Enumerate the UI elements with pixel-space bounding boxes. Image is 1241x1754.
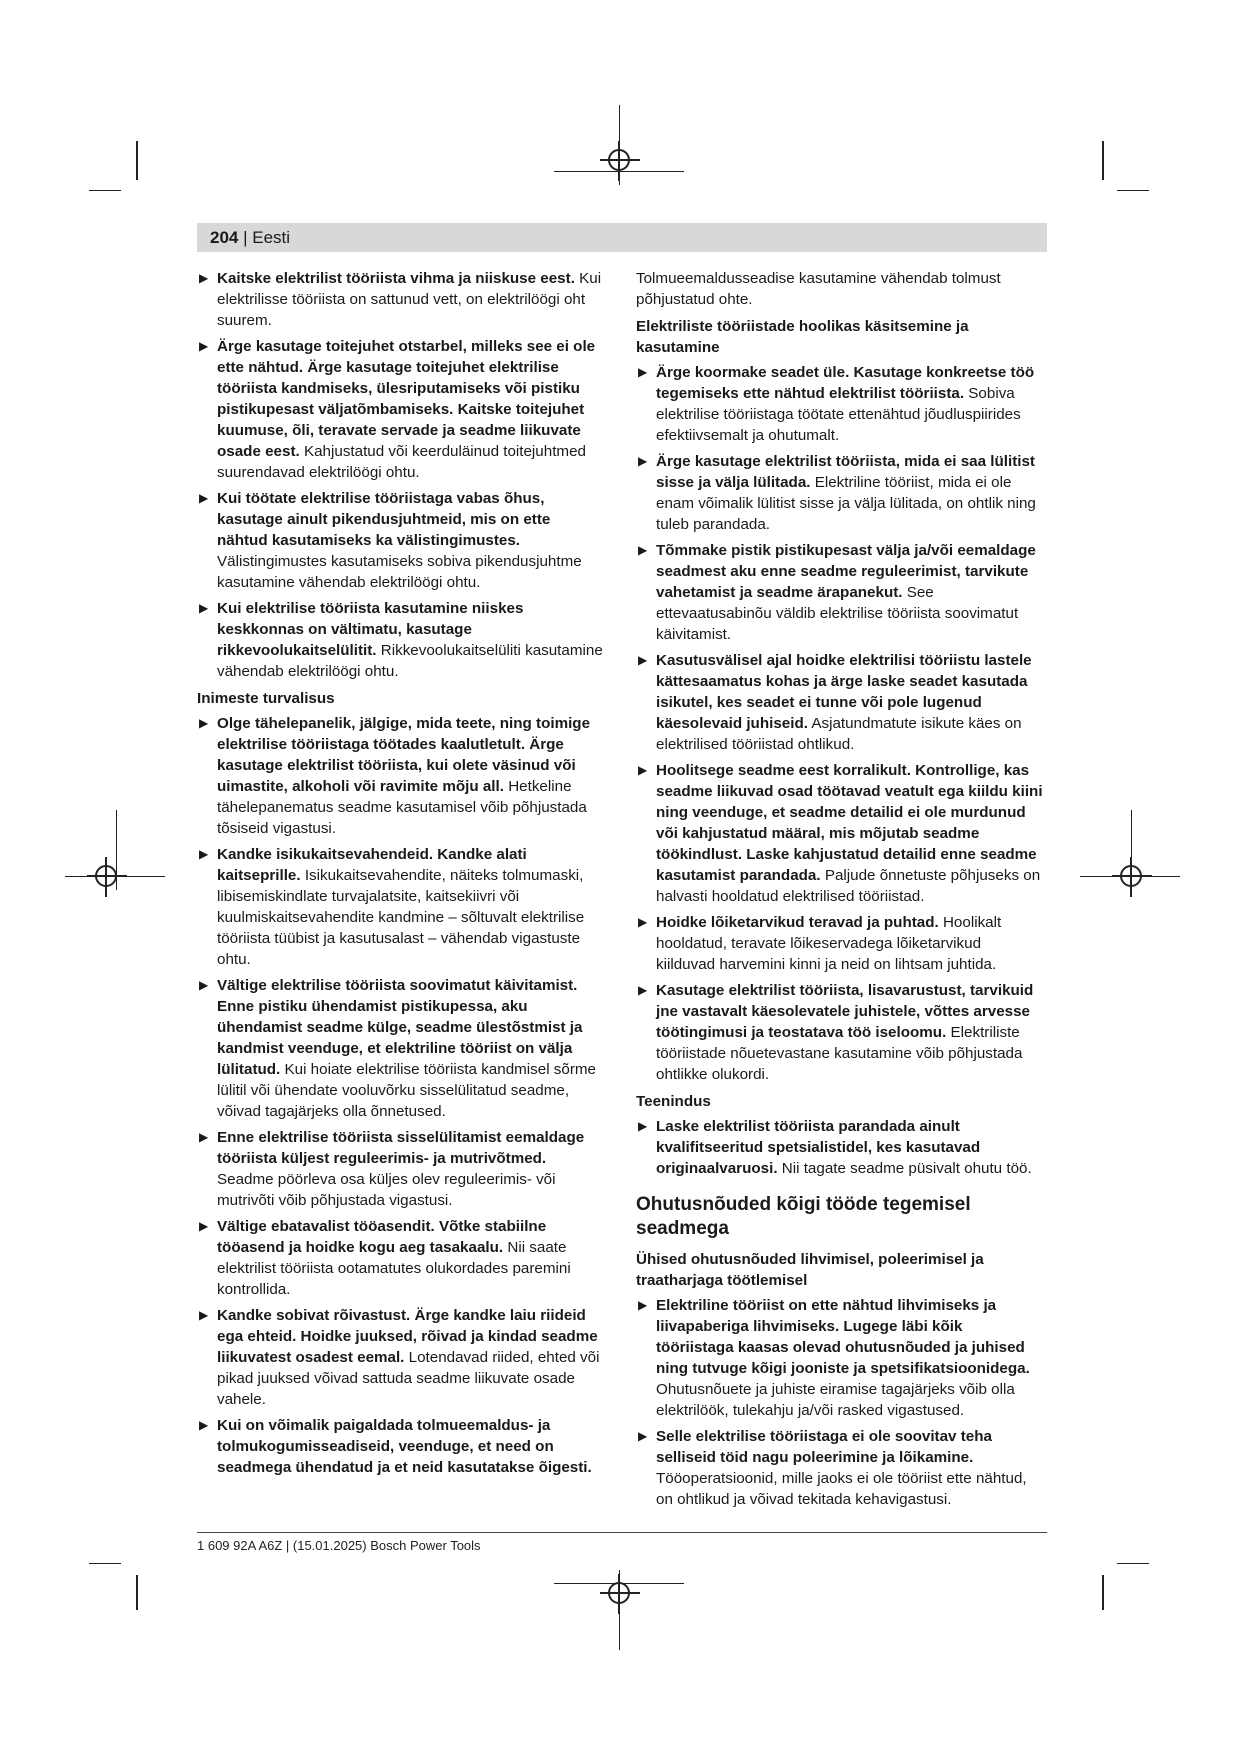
left-items-1	[197, 268, 605, 682]
registration-crosshair-icon	[608, 149, 630, 171]
bullet-explanation: Kahjustatud või keerduläinud toitejuhtmed suurendavad elektrilöögi ohtu.	[217, 443, 586, 481]
right-items-3	[636, 1295, 1044, 1510]
bullet-arrow-icon: ▶	[638, 454, 648, 468]
registration-crosshair-icon	[1120, 865, 1142, 887]
bullet-arrow-icon: ▶	[199, 491, 209, 505]
bullet-explanation: Elektriline tööriist, mida ei ole enam võimalik lülitist sisse ja välja lülitada, on ohtlik ning tuleb parandada.	[656, 474, 1036, 533]
bullet-explanation: Ohutusnõuete ja juhiste eiramise tagajärjeks võib olla elektrilöök, tulekahju ja/või rasked vigastused.	[656, 1381, 1015, 1419]
section-title: Ohutusnõuded kõigi tööde tegemisel seadmega	[636, 1194, 971, 1239]
bullet-explanation: Rikkevoolukaitselüliti kasutamine vähendab elektrilöögi ohtu.	[217, 642, 603, 680]
bullet-arrow-icon: ▶	[199, 601, 209, 615]
bullet-instruction: Elektriline tööriist on ette nähtud lihvimiseks ja liivapaberiga lihvimiseks. Lugege läbi kõik tööriistaga kaasas olevad ohutusnõuded ja juhised ning tutvuge kõigi jooniste ja spetsifikatsioonidega.	[656, 1297, 1030, 1377]
bullet-explanation: Elektriliste tööriistade nõuetevastane kasutamine võib põhjustada ohtlikke olukordi.	[656, 1024, 1023, 1083]
bullet-instruction: Kasutusvälisel ajal hoidke elektrilisi tööriistu lastele kättesaamatus kohas ja ärge laske seadet kasutada isikutel, kes seadet ei tunne või pole lugenud käesolevaid juhiseid.	[656, 652, 1032, 732]
registration-crosshair-icon	[95, 865, 117, 887]
crop-mark-tr-v	[1102, 141, 1104, 180]
footer-text: 1 609 92A A6Z | (15.01.2025) Bosch Power Tools	[197, 1538, 481, 1553]
crop-mark-bl-h	[89, 1563, 121, 1564]
bullet-explanation: See ettevaatusabinõu väldib elektrilise tööriista soovimatut käivitamist.	[656, 584, 1019, 643]
crop-mark-tl-v	[136, 141, 138, 180]
bullet-instruction: Ärge kasutage toitejuhet otstarbel, milleks see ei ole ette nähtud. Ärge kasutage toitejuhet elektrilise tööriista kandmiseks, ülesriputamiseks või pistiku pistikupesast väljatõmbamiseks. Kaitske toitejuhet kuumuse, õli, teravate servade ja seadme liikuvate osade eest.	[217, 338, 596, 460]
crop-mark-tr-h	[1117, 190, 1149, 191]
bullet-instruction: Kui on võimalik paigaldada tolmueemaldus- ja tolmukogumisseadiseid, veenduge, et need on seadmega ühendatud ja et neid kasutatakse õigesti.	[217, 1417, 592, 1476]
crop-mark-tl-h	[89, 190, 121, 191]
bullet-instruction: Enne elektrilise tööriista sisselülitamist eemaldage tööriista küljest reguleerimis- ja mutrivõtmed.	[217, 1129, 585, 1167]
bullet-item	[636, 1295, 1044, 1421]
header-bar	[197, 223, 1047, 252]
bullet-arrow-icon: ▶	[638, 653, 648, 667]
bullet-arrow-icon: ▶	[199, 1130, 209, 1144]
bullet-arrow-icon: ▶	[199, 1308, 209, 1322]
bullet-instruction: Laske elektrilist tööriista parandada ainult kvalifitseeritud spetsialistidel, kes kasutavad originaalvaruosi.	[656, 1118, 981, 1177]
bullet-explanation: Sobiva elektrilise tööriistaga töötate ettenähtud jõudluspiirides efektiivsemalt ja ohutumalt.	[656, 385, 1021, 444]
left-items-2	[197, 713, 605, 1478]
bullet-explanation: Nii tagate seadme püsivalt ohutu töö.	[781, 1160, 1032, 1177]
header-language: Eesti	[252, 228, 291, 247]
bullet-item	[197, 268, 605, 331]
bullet-item	[197, 1127, 605, 1211]
bullet-instruction: Kui töötate elektrilise tööriistaga vabas õhus, kasutage ainult pikendusjuhtmeid, mis on ette nähtud kasutamiseks ka välistingimustes.	[217, 490, 551, 549]
page-header	[210, 228, 290, 248]
bullet-arrow-icon: ▶	[199, 271, 209, 285]
bullet-instruction: Kasutage elektrilist tööriista, lisavarustust, tarvikuid jne vastavalt käesolevatele juhistele, võttes arvesse töötingimusi ja teostatava töö iseloomu.	[656, 982, 1034, 1041]
crop-mark-br-h	[1117, 1563, 1149, 1564]
bullet-arrow-icon: ▶	[199, 1219, 209, 1233]
bullet-arrow-icon: ▶	[199, 1418, 209, 1432]
bullet-instruction: Selle elektrilise tööriistaga ei ole soovitav teha selliseid töid nagu poleerimine ja lõikamine.	[656, 1428, 992, 1466]
right-items-2	[636, 1116, 1044, 1179]
bullet-arrow-icon: ▶	[638, 915, 648, 929]
bullet-arrow-icon: ▶	[199, 978, 209, 992]
bullet-instruction: Kaitske elektrilist tööriista vihma ja niiskuse eest.	[217, 270, 575, 287]
bullet-item	[636, 451, 1044, 535]
bullet-arrow-icon: ▶	[638, 763, 648, 777]
bullet-item	[197, 1305, 605, 1410]
bullet-explanation: Kui hoiate elektrilise tööriista kandmisel sõrme lülitil või ühendate vooluvõrku sisselülitatud seadme, võivad tagajärjeks olla õnnetused.	[217, 1061, 596, 1120]
subheading-personal-safety: Inimeste turvalisus	[197, 690, 335, 707]
crop-mark-br-v	[1102, 1575, 1104, 1610]
bullet-item	[636, 362, 1044, 446]
registration-crosshair-icon	[608, 1582, 630, 1604]
bullet-item	[197, 336, 605, 483]
bullet-explanation: Välistingimustes kasutamiseks sobiva pikendusjuhtme kasutamine vähendab elektrilöögi ohtu.	[217, 553, 582, 591]
bullet-item	[636, 1116, 1044, 1179]
bullet-explanation: Asjatundmatute isikute käes on elektrilised tööriistad ohtlikud.	[656, 715, 1022, 753]
bullet-instruction: Kandke isikukaitsevahendeid. Kandke alati kaitseprille.	[217, 846, 527, 884]
bullet-explanation: Hoolikalt hooldatud, teravate lõikeservadega lõiketarvikud kiilduvad harvemini kinni ja neid on lihtsam juhtida.	[656, 914, 1002, 973]
bullet-explanation: Nii saate elektrilist tööriista ootamatutes olukordades paremini kontrollida.	[217, 1239, 571, 1298]
bullet-arrow-icon: ▶	[199, 716, 209, 730]
bullet-instruction: Olge tähelepanelik, jälgige, mida teete, ning toimige elektrilise tööriistaga töötades kaalutletult. Ärge kasutage elektrilist tööriista, kui olete väsinud või uimastite, alkoholi või ravimite mõju all.	[217, 715, 591, 795]
bullet-item	[636, 1426, 1044, 1510]
left-column	[197, 268, 605, 1483]
bullet-arrow-icon: ▶	[199, 847, 209, 861]
subheading-service: Teenindus	[636, 1093, 711, 1110]
bullet-item	[197, 1216, 605, 1300]
right-items-1	[636, 362, 1044, 1085]
bullet-arrow-icon: ▶	[638, 1119, 648, 1133]
bullet-instruction: Kandke sobivat rõivastust. Ärge kandke laiu riideid ega ehteid. Hoidke juuksed, rõivad ja kindad seadme liikuvatest osadest eemal.	[217, 1307, 598, 1366]
right-column	[636, 268, 1044, 1515]
bullet-instruction: Vältige ebatavalist tööasendit. Võtke stabiilne tööasend ja hoidke kogu aeg tasakaalu.	[217, 1218, 547, 1256]
bullet-explanation: Isikukaitsevahendite, näiteks tolmumaski, libisemiskindlate turvajalatsite, kaitsekiivri või kuulmiskaitsevahendite kandmine – sõltuvalt elektrilise tööriista tüübist ja kasutusalast – vähendab vigastuste ohtu.	[217, 867, 585, 968]
header-separator: |	[243, 228, 248, 247]
bullet-explanation: Tööoperatsioonid, mille jaoks ei ole tööriist ette nähtud, on ohtlikud ja võivad tekitada kehavigastusi.	[656, 1470, 1027, 1508]
bullet-instruction: Vältige elektrilise tööriista soovimatut käivitamist. Enne pistiku ühendamist pistikupessa, aku ühendamist seadme külge, seadme ülestõstmist ja kandmist veenduge, et elektriline tööriist on välja lülitatud.	[217, 977, 583, 1078]
bullet-instruction: Hoolitsege seadme eest korralikult. Kontrollige, kas seadme liikuvad osad töötavad veatult ega kiildu kiini ning veenduge, et seadme detailid ei ole murdunud või kahjustatud määral, mis mõjutab seadme töökindlust. Laske kahjustatud detailid enne seadme kasutamist parandada.	[656, 762, 1043, 884]
bullet-arrow-icon: ▶	[638, 1429, 648, 1443]
subheading-grinding: Ühised ohutusnõuded lihvimisel, poleerimisel ja traatharjaga töötlemisel	[636, 1251, 984, 1289]
bullet-item	[636, 980, 1044, 1085]
bullet-explanation: Seadme pöörleva osa küljes olev reguleerimis- või mutrivõti võib põhjustada vigastusi.	[217, 1171, 556, 1209]
bullet-item	[197, 488, 605, 593]
bullet-item	[636, 540, 1044, 645]
bullet-instruction: Tõmmake pistik pistikupesast välja ja/või eemaldage seadmest aku enne seadme reguleerimist, tarvikute vahetamist ja seadme ärapanekut.	[656, 542, 1036, 601]
bullet-instruction: Hoidke lõiketarvikud teravad ja puhtad.	[656, 914, 939, 931]
bullet-item	[197, 975, 605, 1122]
bullet-arrow-icon: ▶	[638, 983, 648, 997]
bullet-instruction: Ärge kasutage elektrilist tööriista, mida ei saa lülitist sisse ja välja lülitada.	[656, 453, 1035, 491]
bullet-instruction: Kui elektrilise tööriista kasutamine niiskes keskkonnas on vältimatu, kasutage rikkevoolukaitselülitit.	[217, 600, 524, 659]
crop-mark-bl-v	[136, 1575, 138, 1610]
bullet-item	[636, 650, 1044, 755]
bullet-arrow-icon: ▶	[638, 365, 648, 379]
footer-rule	[197, 1532, 1047, 1533]
bullet-item	[197, 713, 605, 839]
page-number: 204	[210, 228, 239, 247]
bullet-explanation: Kui elektrilisse tööriista on sattunud vett, on elektrilöögi oht suurem.	[217, 270, 602, 329]
bullet-arrow-icon: ▶	[199, 339, 209, 353]
subheading-tool-handling: Elektriliste tööriistade hoolikas käsitsemine ja kasutamine	[636, 318, 969, 356]
continuation-text: Tolmueemaldusseadise kasutamine vähendab tolmust põhjustatud ohte.	[636, 270, 1001, 308]
bullet-item	[636, 912, 1044, 975]
bullet-item	[636, 760, 1044, 907]
bullet-item	[197, 1415, 605, 1478]
bullet-explanation: Lotendavad riided, ehted või pikad juuksed võivad sattuda seadme liikuvate osade vahele.	[217, 1349, 600, 1408]
bullet-arrow-icon: ▶	[638, 1298, 648, 1312]
bullet-item	[197, 844, 605, 970]
bullet-instruction: Ärge koormake seadet üle. Kasutage konkreetse töö tegemiseks ette nähtud elektrilist tööriista.	[656, 364, 1035, 402]
bullet-explanation: Hetkeline tähelepanematus seadme kasutamisel võib põhjustada tõsiseid vigastusi.	[217, 778, 587, 837]
bullet-explanation: Paljude õnnetuste põhjuseks on halvasti hooldatud elektrilised tööriistad.	[656, 867, 1041, 905]
bullet-arrow-icon: ▶	[638, 543, 648, 557]
bullet-item	[197, 598, 605, 682]
